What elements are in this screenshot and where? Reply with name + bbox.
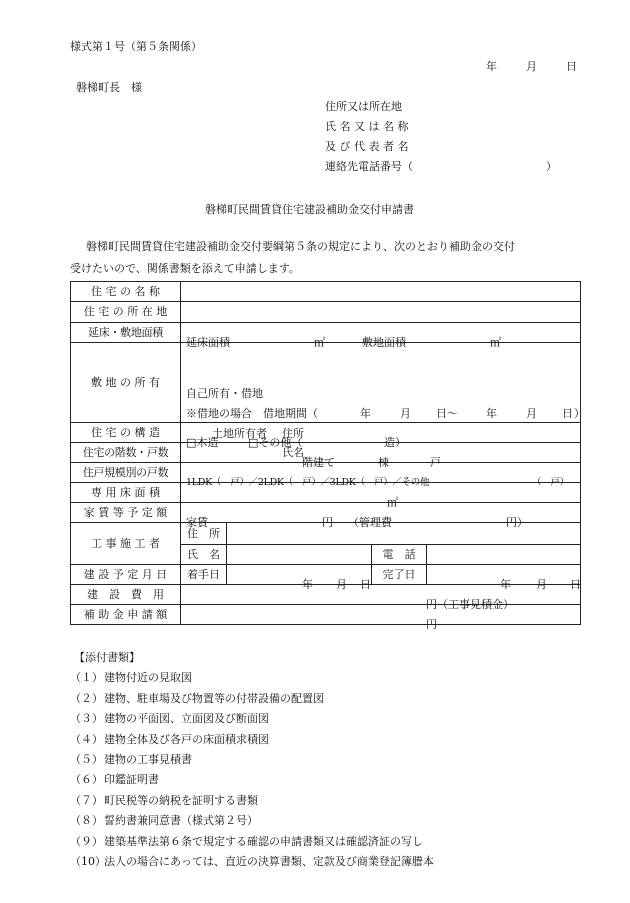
attachment-item — [70, 811, 434, 831]
applicant-phone-close: ） — [546, 160, 557, 173]
housing-name-label: 住 宅 の 名 称 — [71, 282, 181, 302]
floors-unit: 階建て — [302, 455, 335, 469]
lease-start-month: 月 — [400, 406, 411, 420]
contractor-address-label: 住 所 — [181, 523, 227, 545]
date-year: 年 — [486, 60, 497, 73]
ownership-options: 自己所有・借地 — [186, 386, 263, 400]
buildings-unit: 棟 — [378, 455, 389, 469]
landowner-label: 土地所有者 — [212, 426, 267, 440]
start-day: 日 — [360, 577, 371, 591]
attachment-text: 建物、駐車場及び物置等の付帯設備の配置図 — [104, 691, 324, 705]
attachment-number: （８） — [70, 814, 103, 828]
site-area-label: 敷地面積 — [362, 335, 406, 349]
scale-label: 住戸規模別の戸数 — [71, 463, 181, 483]
attachment-number: （５） — [70, 752, 103, 766]
contractor-name-field[interactable] — [227, 545, 372, 565]
lease-end-month: 月 — [526, 406, 537, 420]
management-fee-yen: 円） — [506, 515, 528, 529]
unit-type-counts: 1LDK（ 戸）／2LDK（ 戸）／3LDK（ 戸）／その他 — [186, 476, 430, 488]
intro-line-1: 磐梯町民間賃貸住宅建設補助金交付要綱第５条の規定により、次のとおり補助金の交付 — [86, 240, 515, 253]
private-area-unit: ㎡ — [387, 495, 398, 509]
area-field[interactable] — [181, 323, 581, 349]
structure-wood-checkbox[interactable]: □木造 — [186, 435, 219, 449]
attachment-number: （３） — [70, 712, 103, 726]
floor-area-label: 延床面積 — [186, 335, 230, 349]
contractor-phone-label: 電 話 — [372, 545, 427, 565]
finish-date-label: 完了日 — [372, 565, 427, 585]
attachment-text: 建築基準法第６条で規定する確認の申請書類又は確認済証の写し — [104, 834, 423, 848]
attachment-text: 町民税等の納税を証明する書類 — [104, 793, 258, 807]
attachment-number: （６） — [70, 773, 103, 787]
cost-note: 円（工事見積金） — [426, 597, 514, 611]
attachment-number: （１） — [70, 671, 103, 685]
applicant-rep-label: 及 び 代 表 者 名 — [325, 140, 409, 153]
contractor-label: 工 事 施 工 者 — [71, 523, 181, 565]
houses-unit: 戸 — [430, 455, 441, 469]
structure-other-checkbox[interactable]: □その他（ — [248, 435, 303, 449]
lease-start-year: 年 — [360, 406, 371, 420]
start-year: 年 — [302, 577, 313, 591]
attachment-item — [70, 832, 434, 852]
subsidy-field[interactable] — [181, 605, 581, 631]
attachment-item — [70, 668, 434, 688]
structure-zou: 造） — [384, 435, 406, 449]
cost-label: 建 設 費 用 — [71, 585, 181, 605]
rent-field[interactable] — [181, 503, 581, 529]
attachment-item — [70, 852, 434, 872]
housing-location-field[interactable] — [181, 302, 581, 323]
finish-date-field[interactable] — [427, 565, 581, 591]
addressee: 磐梯町長 様 — [76, 81, 142, 94]
landowner-address-label: 住所 — [282, 426, 304, 440]
site-area-unit: ㎡ — [490, 335, 501, 349]
floors-field[interactable] — [181, 443, 581, 469]
floors-label: 住宅の階数・戸数 — [71, 443, 181, 463]
attachment-item — [70, 689, 434, 709]
finish-month: 月 — [536, 577, 547, 591]
attachment-number: （９） — [70, 834, 103, 848]
start-date-label: 着手日 — [181, 565, 227, 585]
lease-start-day: 日〜 — [436, 406, 458, 420]
contractor-phone-field[interactable] — [427, 545, 581, 565]
ownership-label: 敷 地 の 所 有 — [71, 343, 181, 423]
attachment-item — [70, 770, 434, 790]
lease-close: ） — [574, 406, 585, 420]
area-label: 延床・敷地面積 — [71, 323, 181, 343]
attachment-text: 建物の工事見積書 — [104, 752, 192, 766]
other-unit-count: （ 戸） — [532, 476, 569, 488]
attachment-text: 建物の平面図、立面図及び断面図 — [104, 712, 269, 726]
finish-year: 年 — [500, 577, 511, 591]
attachment-text: 法人の場合にあっては、直近の決算書類、定款及び商業登記簿謄本 — [104, 854, 434, 868]
attachment-text: 印鑑証明書 — [104, 773, 159, 787]
private-area-label: 専 用 床 面 積 — [71, 483, 181, 503]
structure-label: 住 宅 の 構 造 — [71, 423, 181, 443]
attachment-item — [70, 709, 434, 729]
attachment-item — [70, 791, 434, 811]
landowner-name-label: 氏名 — [282, 445, 304, 459]
schedule-label: 建 設 予 定 月 日 — [71, 565, 181, 585]
applicant-address-label: 住所又は所在地 — [325, 100, 402, 113]
application-table — [70, 281, 585, 631]
subsidy-yen: 円 — [426, 617, 437, 631]
attachment-text: 誓約書兼同意書（様式第２号） — [104, 814, 258, 828]
contractor-name-label: 氏 名 — [181, 545, 227, 565]
attachments-list — [70, 648, 434, 872]
attachment-number: （10） — [70, 854, 106, 868]
attachment-text: 建物全体及び各戸の床面積求積図 — [104, 732, 269, 746]
lease-end-day: 日 — [562, 406, 573, 420]
cost-field[interactable] — [181, 585, 581, 611]
rent-yen: 円 — [322, 515, 333, 529]
housing-location-label: 住 宅 の 所 在 地 — [71, 302, 181, 323]
lease-end-year: 年 — [486, 406, 497, 420]
start-month: 月 — [336, 577, 347, 591]
document-title: 磐梯町民間賃貸住宅建設補助金交付申請書 — [205, 203, 414, 216]
applicant-phone-label: 連絡先電話番号（ — [325, 160, 413, 173]
rent-sublabel: 家賃 — [186, 515, 208, 529]
intro-line-2: 受けたいので、関係書類を添えて申請します。 — [70, 262, 300, 275]
attachment-item — [70, 730, 434, 750]
housing-name-field[interactable] — [181, 282, 581, 302]
lease-note: ※借地の場合 借地期間（ — [186, 406, 318, 420]
date-day: 日 — [566, 60, 577, 73]
attachment-text: 建物付近の見取図 — [104, 671, 192, 685]
form-number: 様式第１号（第５条関係） — [70, 40, 202, 53]
attachment-number: （７） — [70, 793, 103, 807]
floor-area-unit: ㎡ — [314, 335, 325, 349]
attachment-item — [70, 750, 434, 770]
finish-day: 日 — [570, 577, 581, 591]
management-fee-label: （管理費 — [348, 515, 392, 529]
date-month: 月 — [526, 60, 537, 73]
subsidy-label: 補 助 金 申 請 額 — [71, 605, 181, 625]
attachments-heading: 【添付書類】 — [74, 651, 140, 664]
start-date-field[interactable] — [227, 565, 372, 591]
attachment-number: （２） — [70, 691, 103, 705]
rent-label: 家 賃 等 予 定 額 — [71, 503, 181, 523]
applicant-name-label: 氏 名 又 は 名 称 — [325, 120, 409, 133]
attachment-number: （４） — [70, 732, 103, 746]
